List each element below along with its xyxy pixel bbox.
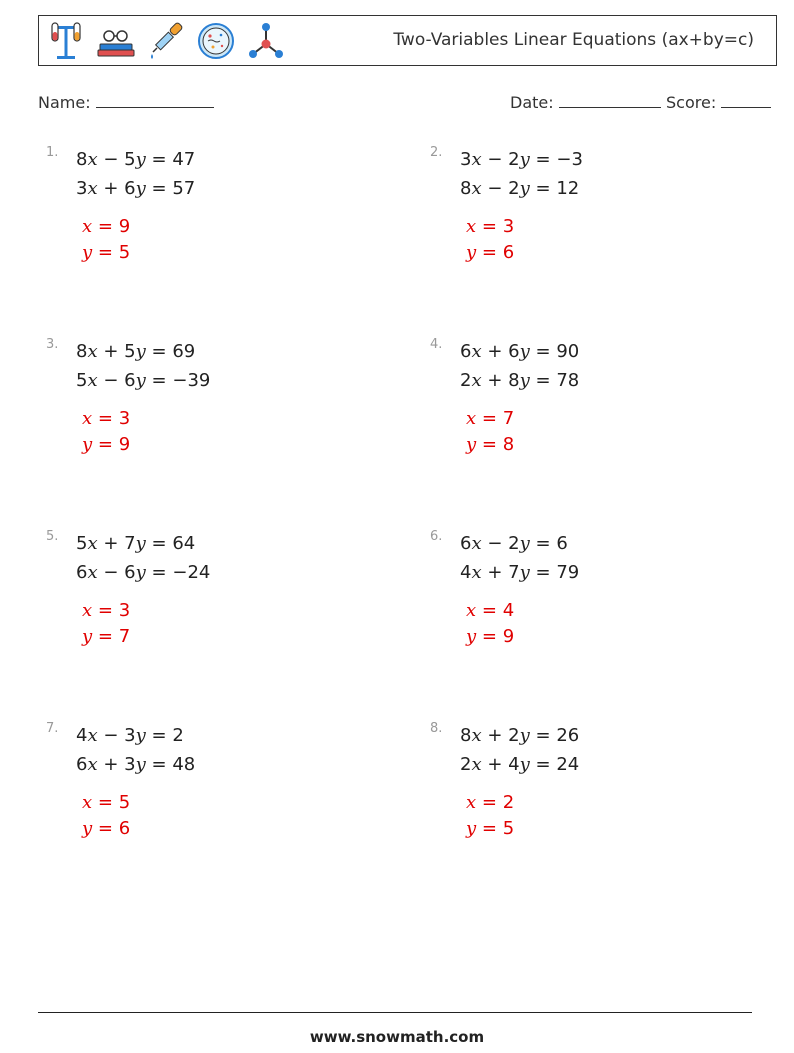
answer-value: 5 <box>118 242 131 263</box>
answer-x <box>466 408 514 429</box>
coef-b: 7 <box>508 562 520 583</box>
equals: = <box>151 178 167 199</box>
date-field[interactable] <box>510 93 661 112</box>
var-x: x <box>87 725 98 746</box>
var-x: x <box>87 562 98 583</box>
coef-a: 3 <box>76 178 88 199</box>
equation-1 <box>460 533 568 554</box>
score-blank[interactable] <box>721 93 771 108</box>
problem-5 <box>46 529 376 689</box>
equals: = <box>535 178 551 199</box>
coef-a: 6 <box>460 341 472 362</box>
coef-b: 8 <box>508 370 520 391</box>
equation-2 <box>460 370 579 391</box>
coef-b: 2 <box>508 533 520 554</box>
var-y: y <box>135 562 146 583</box>
coef-a: 4 <box>460 562 472 583</box>
var-x: x <box>87 178 98 199</box>
coef-a: 8 <box>460 178 472 199</box>
equation-2 <box>76 562 210 583</box>
problem-7 <box>46 721 376 881</box>
equation-2 <box>460 754 579 775</box>
constant: 48 <box>172 754 196 775</box>
molecule-icon <box>245 20 287 62</box>
coef-b: 2 <box>508 178 520 199</box>
footer-url: www.snowmath.com <box>309 1028 485 1046</box>
equation-2 <box>460 178 579 199</box>
answer-var: y <box>466 242 477 263</box>
operator: − <box>103 562 119 583</box>
equation-2 <box>76 754 195 775</box>
answer-var: x <box>466 600 477 621</box>
equation-1 <box>76 533 195 554</box>
operator: + <box>487 725 503 746</box>
answer-y <box>82 242 130 263</box>
var-x: x <box>471 178 482 199</box>
answer-y <box>82 818 130 839</box>
answer-equals: = <box>97 818 113 839</box>
answer-value: 9 <box>502 626 515 647</box>
answer-var: x <box>82 600 93 621</box>
answer-x <box>82 792 130 813</box>
answer-var: x <box>466 792 477 813</box>
var-x: x <box>471 725 482 746</box>
operator: + <box>487 341 503 362</box>
equals: = <box>151 562 167 583</box>
coef-b: 6 <box>508 341 520 362</box>
date-label: Date: <box>510 93 554 112</box>
coef-a: 6 <box>76 754 88 775</box>
problem-number: 6. <box>430 529 443 544</box>
equation-1 <box>460 149 583 170</box>
operator: − <box>103 370 119 391</box>
answer-x <box>82 600 130 621</box>
var-x: x <box>471 149 482 170</box>
var-x: x <box>87 533 98 554</box>
coef-b: 4 <box>508 754 520 775</box>
name-label: Name: <box>38 93 91 112</box>
answer-var: y <box>82 242 93 263</box>
answer-y <box>466 434 514 455</box>
var-x: x <box>471 562 482 583</box>
constant: −3 <box>556 149 583 170</box>
problem-number: 5. <box>46 529 59 544</box>
operator: − <box>487 178 503 199</box>
answer-equals: = <box>481 626 497 647</box>
answer-value: 4 <box>502 600 515 621</box>
answer-equals: = <box>97 600 113 621</box>
var-y: y <box>135 370 146 391</box>
answer-value: 9 <box>118 216 131 237</box>
answer-var: y <box>82 626 93 647</box>
answer-value: 7 <box>118 626 131 647</box>
operator: + <box>487 562 503 583</box>
coef-a: 5 <box>76 370 88 391</box>
header-icons <box>45 20 287 62</box>
problem-1 <box>46 145 376 305</box>
problem-number: 7. <box>46 721 59 736</box>
var-y: y <box>519 725 530 746</box>
equals: = <box>535 149 551 170</box>
answer-var: x <box>466 216 477 237</box>
worksheet-title: Two-Variables Linear Equations (ax+by=c) <box>393 30 754 50</box>
constant: 90 <box>556 341 580 362</box>
operator: + <box>487 754 503 775</box>
answer-var: y <box>466 818 477 839</box>
var-y: y <box>519 149 530 170</box>
answer-x <box>466 792 514 813</box>
equation-1 <box>460 725 579 746</box>
footer-divider <box>38 1012 752 1013</box>
name-blank[interactable] <box>96 93 214 108</box>
answer-var: y <box>466 626 477 647</box>
problem-number: 2. <box>430 145 443 160</box>
constant: 12 <box>556 178 580 199</box>
problem-3 <box>46 337 376 497</box>
score-field[interactable] <box>666 93 771 112</box>
answer-equals: = <box>97 216 113 237</box>
equals: = <box>535 370 551 391</box>
answer-equals: = <box>481 242 497 263</box>
equation-2 <box>460 562 579 583</box>
var-y: y <box>519 533 530 554</box>
equals: = <box>151 341 167 362</box>
coef-b: 5 <box>124 149 136 170</box>
var-y: y <box>519 370 530 391</box>
constant: −24 <box>172 562 211 583</box>
coef-a: 6 <box>460 533 472 554</box>
equation-1 <box>76 149 195 170</box>
equals: = <box>151 149 167 170</box>
answer-value: 6 <box>118 818 131 839</box>
constant: 64 <box>172 533 196 554</box>
answer-x <box>466 216 514 237</box>
var-y: y <box>519 178 530 199</box>
constant: 24 <box>556 754 580 775</box>
answer-equals: = <box>481 818 497 839</box>
constant: 47 <box>172 149 196 170</box>
answer-value: 6 <box>502 242 515 263</box>
answer-var: x <box>82 408 93 429</box>
coef-a: 8 <box>76 341 88 362</box>
var-x: x <box>87 149 98 170</box>
coef-a: 4 <box>76 725 88 746</box>
answer-var: x <box>82 792 93 813</box>
answer-value: 9 <box>118 434 131 455</box>
date-blank[interactable] <box>559 93 661 108</box>
equals: = <box>535 754 551 775</box>
equals: = <box>535 725 551 746</box>
var-y: y <box>135 178 146 199</box>
equals: = <box>151 754 167 775</box>
answer-x <box>466 600 514 621</box>
worksheet-header <box>38 15 777 66</box>
problem-number: 3. <box>46 337 59 352</box>
var-y: y <box>135 533 146 554</box>
var-y: y <box>519 341 530 362</box>
constant: 26 <box>556 725 580 746</box>
answer-equals: = <box>97 242 113 263</box>
operator: + <box>487 370 503 391</box>
operator: − <box>487 533 503 554</box>
answer-var: x <box>466 408 477 429</box>
answer-value: 8 <box>502 434 515 455</box>
answer-var: x <box>82 216 93 237</box>
var-x: x <box>87 341 98 362</box>
coef-a: 6 <box>76 562 88 583</box>
problem-8 <box>430 721 760 881</box>
answer-equals: = <box>481 408 497 429</box>
coef-a: 3 <box>460 149 472 170</box>
var-y: y <box>135 725 146 746</box>
var-x: x <box>471 754 482 775</box>
answer-y <box>82 626 130 647</box>
problem-number: 4. <box>430 337 443 352</box>
answer-x <box>82 216 130 237</box>
coef-a: 8 <box>460 725 472 746</box>
coef-a: 5 <box>76 533 88 554</box>
coef-b: 2 <box>508 149 520 170</box>
answer-equals: = <box>97 434 113 455</box>
answer-y <box>82 434 130 455</box>
coef-a: 2 <box>460 754 472 775</box>
coef-b: 3 <box>124 725 136 746</box>
coef-b: 3 <box>124 754 136 775</box>
equals: = <box>535 562 551 583</box>
coef-b: 7 <box>124 533 136 554</box>
coef-b: 6 <box>124 562 136 583</box>
answer-value: 5 <box>118 792 131 813</box>
petri-dish-icon <box>195 20 237 62</box>
answer-var: y <box>82 434 93 455</box>
var-y: y <box>135 341 146 362</box>
answer-y <box>466 818 514 839</box>
answer-value: 5 <box>502 818 515 839</box>
constant: 69 <box>172 341 196 362</box>
var-x: x <box>471 533 482 554</box>
answer-equals: = <box>97 626 113 647</box>
answer-value: 3 <box>502 216 515 237</box>
equation-2 <box>76 370 210 391</box>
problem-number: 1. <box>46 145 59 160</box>
var-x: x <box>471 341 482 362</box>
constant: 57 <box>172 178 196 199</box>
answer-value: 7 <box>502 408 515 429</box>
coef-b: 5 <box>124 341 136 362</box>
answer-var: y <box>466 434 477 455</box>
var-x: x <box>87 370 98 391</box>
books-glasses-icon <box>95 20 137 62</box>
answer-equals: = <box>481 434 497 455</box>
constant: 2 <box>172 725 184 746</box>
var-y: y <box>135 149 146 170</box>
equals: = <box>535 533 551 554</box>
equation-1 <box>76 725 184 746</box>
answer-equals: = <box>97 408 113 429</box>
dropper-icon <box>145 20 187 62</box>
coef-a: 2 <box>460 370 472 391</box>
var-y: y <box>135 754 146 775</box>
constant: 79 <box>556 562 580 583</box>
equation-2 <box>76 178 195 199</box>
operator: − <box>103 725 119 746</box>
equals: = <box>151 725 167 746</box>
operator: + <box>103 533 119 554</box>
problem-6 <box>430 529 760 689</box>
coef-a: 8 <box>76 149 88 170</box>
score-label: Score: <box>666 93 717 112</box>
var-x: x <box>87 754 98 775</box>
var-y: y <box>519 754 530 775</box>
operator: + <box>103 754 119 775</box>
name-field[interactable] <box>38 93 214 112</box>
answer-equals: = <box>481 600 497 621</box>
coef-b: 2 <box>508 725 520 746</box>
answer-equals: = <box>481 216 497 237</box>
answer-value: 3 <box>118 600 131 621</box>
answer-y <box>466 626 514 647</box>
operator: + <box>103 341 119 362</box>
var-x: x <box>471 370 482 391</box>
answer-equals: = <box>97 792 113 813</box>
answer-value: 2 <box>502 792 515 813</box>
answer-var: y <box>82 818 93 839</box>
answer-value: 3 <box>118 408 131 429</box>
coef-b: 6 <box>124 178 136 199</box>
equals: = <box>151 533 167 554</box>
equation-1 <box>460 341 579 362</box>
equals: = <box>151 370 167 391</box>
problem-2 <box>430 145 760 305</box>
answer-x <box>82 408 130 429</box>
equation-1 <box>76 341 195 362</box>
answer-equals: = <box>481 792 497 813</box>
problem-4 <box>430 337 760 497</box>
operator: + <box>103 178 119 199</box>
test-tubes-icon <box>45 20 87 62</box>
operator: − <box>487 149 503 170</box>
problem-number: 8. <box>430 721 443 736</box>
operator: − <box>103 149 119 170</box>
constant: 6 <box>556 533 568 554</box>
equals: = <box>535 341 551 362</box>
constant: −39 <box>172 370 211 391</box>
constant: 78 <box>556 370 580 391</box>
answer-y <box>466 242 514 263</box>
var-y: y <box>519 562 530 583</box>
coef-b: 6 <box>124 370 136 391</box>
